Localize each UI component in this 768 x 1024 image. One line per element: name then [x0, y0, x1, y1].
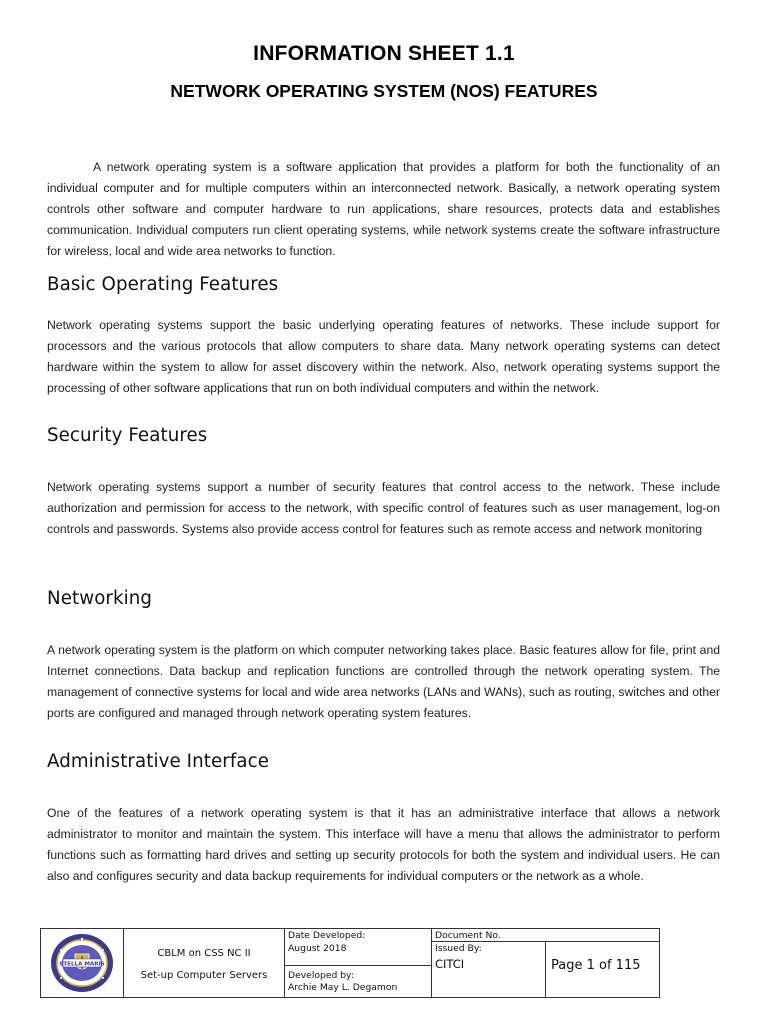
document-no-cell: [432, 929, 660, 942]
course-name: CBLM on CSS NC II: [157, 947, 251, 959]
section-body-networking: A network operating system is the platform on which computer networking takes place. Basic features allow for file, print and Internet connections. Data backup and replication functions are controlled through the network operating system. The management of connective systems for local and wide area networks (LANs and WANs), such as routing, switches and other ports are configured and managed through network operating system features.: [47, 643, 720, 720]
issued-by-cell: [432, 942, 546, 998]
section-body-admin: One of the features of a network operating system is that it has an administrative interface that allows a network administrator to monitor and maintain the system. This interface will have a menu that allows the administrator to perform functions such as formatting hard drives and setting up security protocols for both the system and individual users. He can also and configures security and data backup requirements for individual computers or the network as a whole.: [47, 806, 720, 883]
section-heading-security: Security Features: [47, 425, 208, 446]
school-seal-cell: [41, 929, 124, 998]
seal-text: STELLA MARIS: [59, 961, 105, 968]
date-developed-label: Date Developed:: [288, 930, 366, 941]
developed-by-label: Developed by:: [288, 970, 354, 981]
document-subtitle: NETWORK OPERATING SYSTEM (NOS) FEATURES: [170, 81, 598, 101]
intro-paragraph: A network operating system is a software application that provides a platform for both the functionality of an individual computer and for multiple computers within an interconnected network. Basically, a network operating system controls other software and computer hardware to run applications, share resources, protects data and establishes communication. Individual computers run client operating systems, while network systems create the software infrastructure for wireless, local and wide area networks to function.: [47, 160, 720, 258]
section-heading-admin: Administrative Interface: [47, 751, 269, 772]
date-developed-cell: [285, 929, 432, 966]
section-body-security: Network operating systems support a number of security features that control access to the network. These include authorization and permission for access to the network, with specific control of features such as user management, log-on controls and passwords. Systems also provide access control for features such as remote access and network monitoring: [47, 480, 720, 536]
document-footer: [40, 928, 660, 998]
section-heading-basic: Basic Operating Features: [47, 274, 279, 295]
module-name: Set-up Computer Servers: [140, 969, 268, 981]
page-number-cell: [546, 942, 660, 998]
course-cell: [124, 929, 285, 998]
issued-by-value: CITCI: [435, 957, 465, 971]
issued-by-label: Issued By:: [435, 943, 482, 954]
document-title: INFORMATION SHEET 1.1: [253, 42, 515, 65]
document-no-label: Document No.: [435, 930, 501, 941]
date-developed-value: August 2018: [288, 943, 347, 954]
section-heading-networking: Networking: [47, 588, 153, 609]
section-body-basic: Network operating systems support the basic underlying operating features of networks. These include support for processors and the various protocols that allow computers to share data. Many network operating systems can detect hardware within the system to allow for asset discovery within the network. Also, network operating systems support the processing of other software applications that run on both individual computers and within the network.: [47, 318, 720, 395]
page-number: Page 1 of 115: [551, 958, 641, 973]
developed-by-value: Archie May L. Degamon: [288, 982, 398, 993]
developed-by-cell: [285, 966, 432, 998]
school-seal-logo: [48, 932, 116, 994]
